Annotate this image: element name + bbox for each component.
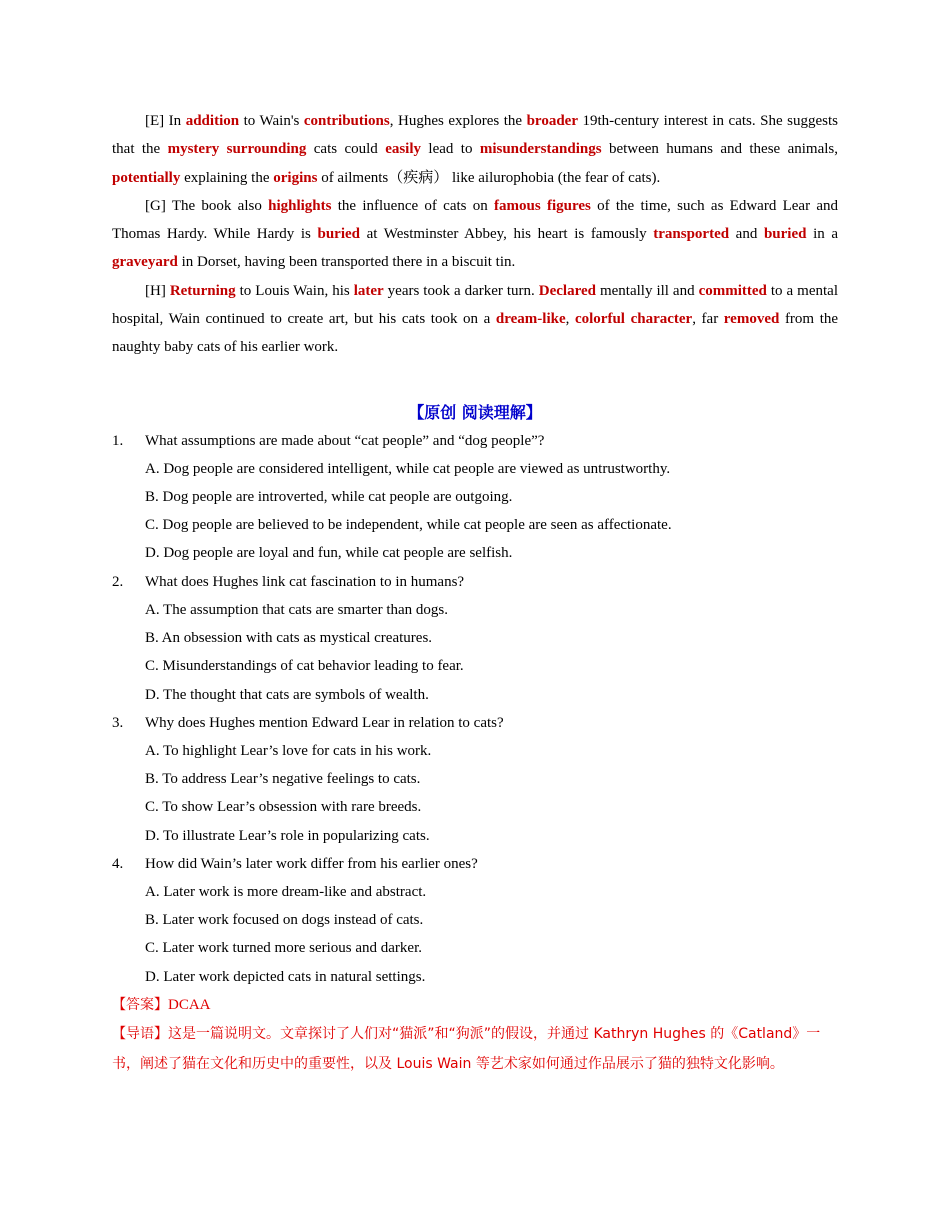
keyword: removed — [723, 311, 780, 328]
passage-paragraph — [112, 107, 838, 192]
answer-option: D. Later work depicted cats in natural settings. — [145, 968, 426, 985]
keyword: later — [353, 282, 384, 299]
text-segment: mentally ill and — [595, 282, 699, 299]
keyword: Returning — [169, 282, 236, 299]
document-page — [112, 107, 838, 1079]
keyword: graveyard — [112, 254, 178, 271]
keyword: buried — [763, 226, 807, 243]
text-segment: , far — [692, 311, 724, 328]
keyword: Declared — [538, 282, 596, 299]
text-segment: to Louis Wain, his — [235, 282, 354, 299]
answer-label: 【答案】 — [112, 996, 168, 1013]
answer-option: A. Later work is more dream-like and abstract. — [145, 883, 427, 900]
keyword: transported — [653, 226, 730, 243]
text-segment: at Westminster Abbey, his heart is famously — [360, 226, 654, 243]
answer-option: C. Misunderstandings of cat behavior leading to fear. — [145, 658, 464, 675]
text-segment: to a mental hospital, Wain continued to create art, but his cats took on a — [112, 282, 838, 328]
answer-option: D. To illustrate Lear’s role in popularizing cats. — [145, 827, 430, 844]
answer-option: A. To highlight Lear’s love for cats in his work. — [145, 742, 432, 759]
keyword: origins — [273, 169, 318, 186]
question-list — [112, 427, 838, 991]
answer-option: C. Dog people are believed to be independent, while cat people are seen as affectionate. — [145, 517, 672, 534]
keyword: committed — [698, 282, 767, 299]
keyword: potentially — [112, 169, 181, 186]
answer-option: B. Later work focused on dogs instead of cats. — [145, 912, 424, 929]
keyword: buried — [317, 226, 360, 243]
question-text: What assumptions are made about “cat people” and “dog people”? — [145, 432, 545, 449]
guide-text: 这是一篇说明文。文章探讨了人们对“猫派”和“狗派”的假设，并通过 Kathryn Hughes 的《Catland》一书，阐述了猫在文化和历史中的重要性，以及 Louis Wain 等艺术家如何通过作品展示了猫的独特文化影响。 — [112, 1026, 821, 1072]
passage — [112, 107, 838, 362]
question-item — [112, 568, 838, 709]
answer-option: D. Dog people are loyal and fun, while cat people are selfish. — [145, 545, 513, 562]
answer-option: D. The thought that cats are symbols of wealth. — [145, 686, 429, 703]
answer-option: A. Dog people are considered intelligent, while cat people are viewed as untrustworthy. — [145, 460, 671, 477]
passage-paragraph — [112, 192, 838, 277]
question-number: 4. — [112, 855, 124, 872]
question-item — [112, 427, 838, 568]
guide-label: 【导语】 — [112, 1026, 168, 1043]
answer-option: A. The assumption that cats are smarter than dogs. — [145, 601, 448, 618]
passage-paragraph — [112, 277, 838, 362]
text-segment: to Wain's — [239, 113, 304, 129]
keyword: mystery surrounding — [167, 141, 307, 158]
text-segment: lead to — [421, 141, 480, 158]
answer-option: C. Later work turned more serious and darker. — [145, 940, 422, 957]
keyword: easily — [385, 141, 422, 158]
keyword: dream-like — [495, 311, 566, 328]
keyword: misunderstandings — [479, 141, 602, 158]
text-segment: between humans and these animals, — [601, 141, 838, 158]
text-segment: explaining the — [180, 169, 274, 186]
text-segment: , Hughes explores the — [389, 113, 527, 129]
answer-option: B. Dog people are introverted, while cat people are outgoing. — [145, 489, 513, 506]
text-segment: [G] The book also — [145, 197, 269, 214]
question-number: 3. — [112, 714, 124, 731]
section-title: 【原创 阅读理解】 — [408, 402, 542, 422]
text-segment: cats could — [306, 141, 386, 158]
text-segment: in Dorset, having been transported there in a biscuit tin. — [177, 254, 516, 271]
question-item — [112, 709, 838, 850]
question-text: How did Wain’s later work differ from his earlier ones? — [145, 855, 478, 872]
question-text: Why does Hughes mention Edward Lear in relation to cats? — [145, 714, 504, 731]
keyword: addition — [185, 113, 240, 129]
answer-option: C. To show Lear’s obsession with rare breeds. — [145, 799, 422, 816]
text-segment: , — [565, 311, 575, 328]
text-segment: the influence of cats on — [331, 197, 495, 214]
question-item — [112, 850, 838, 991]
keyword: colorful character — [574, 311, 693, 328]
text-segment: from the naughty baby cats of his earlier work. — [112, 311, 839, 356]
text-segment: of ailments（疾病） like ailurophobia (the fear of cats). — [317, 169, 661, 186]
keyword: contributions — [303, 113, 390, 129]
text-segment: and — [729, 226, 764, 243]
question-number: 2. — [112, 573, 124, 590]
answer-option: B. An obsession with cats as mystical creatures. — [145, 630, 433, 647]
text-segment: years took a darker turn. — [383, 282, 539, 299]
text-segment: [E] In — [145, 113, 186, 129]
keyword: broader — [526, 113, 578, 129]
guide-paragraph — [112, 1020, 838, 1079]
text-segment: 19th-century interest in cats. She suggests that the — [112, 113, 839, 158]
keyword: famous figures — [494, 197, 591, 214]
question-number: 1. — [112, 432, 124, 449]
keyword: highlights — [268, 197, 332, 214]
question-text: What does Hughes link cat fascination to in humans? — [145, 573, 465, 590]
answer-line — [112, 991, 838, 1021]
text-segment: in a — [806, 226, 838, 243]
text-segment: [H] — [145, 282, 170, 299]
answer-option: B. To address Lear’s negative feelings to cats. — [145, 771, 421, 788]
answer-value: DCAA — [168, 996, 211, 1013]
text-segment: of the time, such as Edward Lear and Thomas Hardy. While Hardy is — [112, 197, 838, 243]
